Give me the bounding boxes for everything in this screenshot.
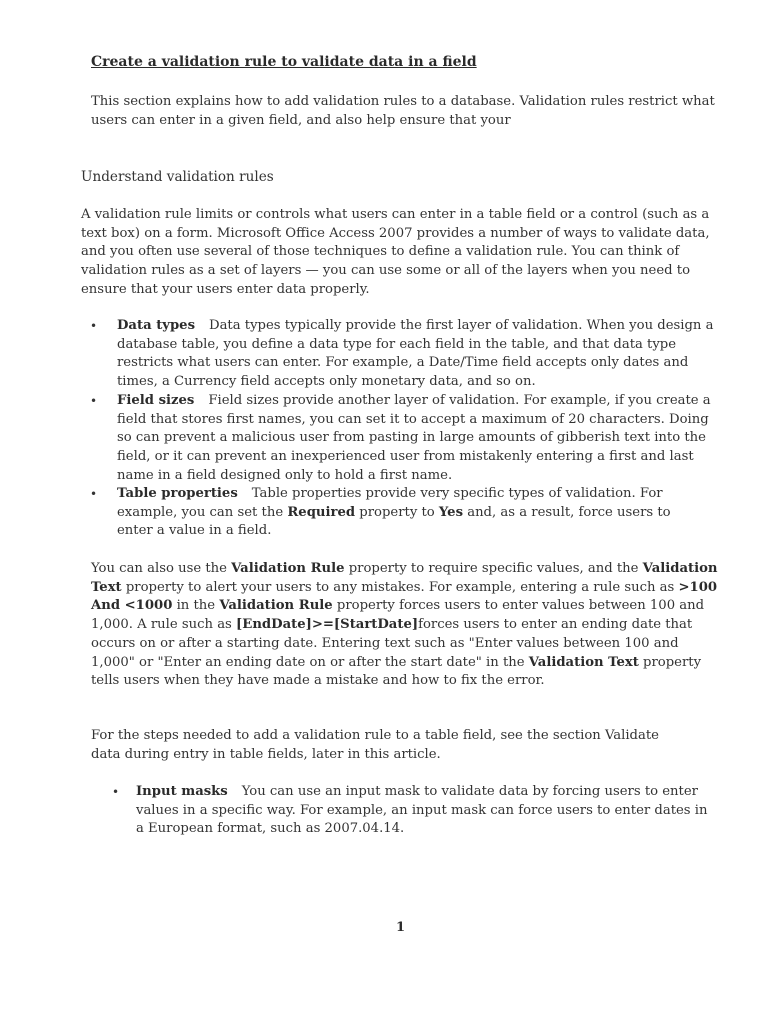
bold-run: Validation Rule [219,598,333,614]
list-item [117,317,717,392]
bold-run: Validation Text [528,654,639,670]
text-run: property tells users when they have made a mistake and how to fix the error. [91,654,702,689]
lead-paragraph: A validation rule limits or controls what users can enter in a table field or a control (such as a text box) on a form. Microsoft Office Access 2007 provides a number of ways to validate data, and you often use several of those techniques to define a validation rule. You can think of validation rules as a set of layers — you can use some or all of the layers when you need to ensure that your users enter data properly. [81,207,710,297]
bullet-term: Field sizes [117,393,195,408]
bullet-text: Table properties provide very specific types of validation. For example, you can set the [117,486,663,520]
bullet-term: Data types [117,318,195,333]
list-item [117,392,717,486]
bullet-text: You can use an input mask to validate data by forcing users to enter values in a specific way. For example, an input mask can force users to enter dates in a European format, such as 2007.04.14. [136,784,708,837]
bullet-text: Data types typically provide the first layer of validation. When you design a database table, you define a data type for each field in the table, and that data type restricts what users can enter. For example, a Date/Time field accepts only dates and times, a Currency field accepts only monetary data, and so on. [117,318,714,390]
page-number: 1 [396,920,406,935]
list-item [136,783,716,839]
bold-run: >100 And <1000 [91,579,718,614]
bold-run: Validation Text [91,561,718,595]
bold-run: [EndDate]>=[StartDate] [236,617,419,633]
bold-run: Validation Rule [231,561,345,576]
text-run: property to alert your users to any mistakes. For example, entering a rule such as [125,579,675,595]
text-run: in the [176,598,216,614]
steps-paragraph: For the steps needed to add a validation rule to a table field, see the section Validate data during entry in table fields, later in this article. [91,728,659,762]
list-item [117,485,707,541]
bullet-glyph: • [90,394,98,408]
bullet-glyph: • [112,785,120,799]
intro-paragraph: This section explains how to add validation rules to a database. Validation rules restrict what users can enter in a given field, and also help ensure that your [91,94,715,128]
bullet-term: Table properties [117,486,238,501]
bullet-text: Field sizes provide another layer of validation. For example, if you create a field that stores first names, you can set it to accept a maximum of 20 characters. Doing so can prevent a malicious user from pasting in large amounts of gibberish text into the field, or it can prevent an inexperienced user from mistakenly entering a first and last name in a field designed only to hold a first name. [117,393,711,483]
text-run: You can also use the [91,561,227,576]
page-title: Create a validation rule to validate data in a field [91,54,477,70]
bullet-text: property to [359,504,435,520]
validation-paragraph [91,560,721,691]
section-heading: Understand validation rules [81,169,274,185]
bold-yes: Yes [438,504,463,520]
bullet-glyph: • [90,487,98,501]
bold-required: Required [287,504,356,520]
bullet-text: and, as a result, force users to enter a value in a field. [117,504,671,539]
bullet-term: Input masks [136,784,228,799]
text-run: property to require specific values, and the [348,561,639,576]
text-run: forces users to enter an ending date that occurs on or after a starting date. Entering text such as "Enter values between 100 and 1,000" or "Enter an ending date on or after the start date" in the [91,617,693,670]
text-run: property forces users to enter values between 100 and 1,000. A rule such as [91,598,705,633]
bullet-glyph: • [90,319,98,333]
